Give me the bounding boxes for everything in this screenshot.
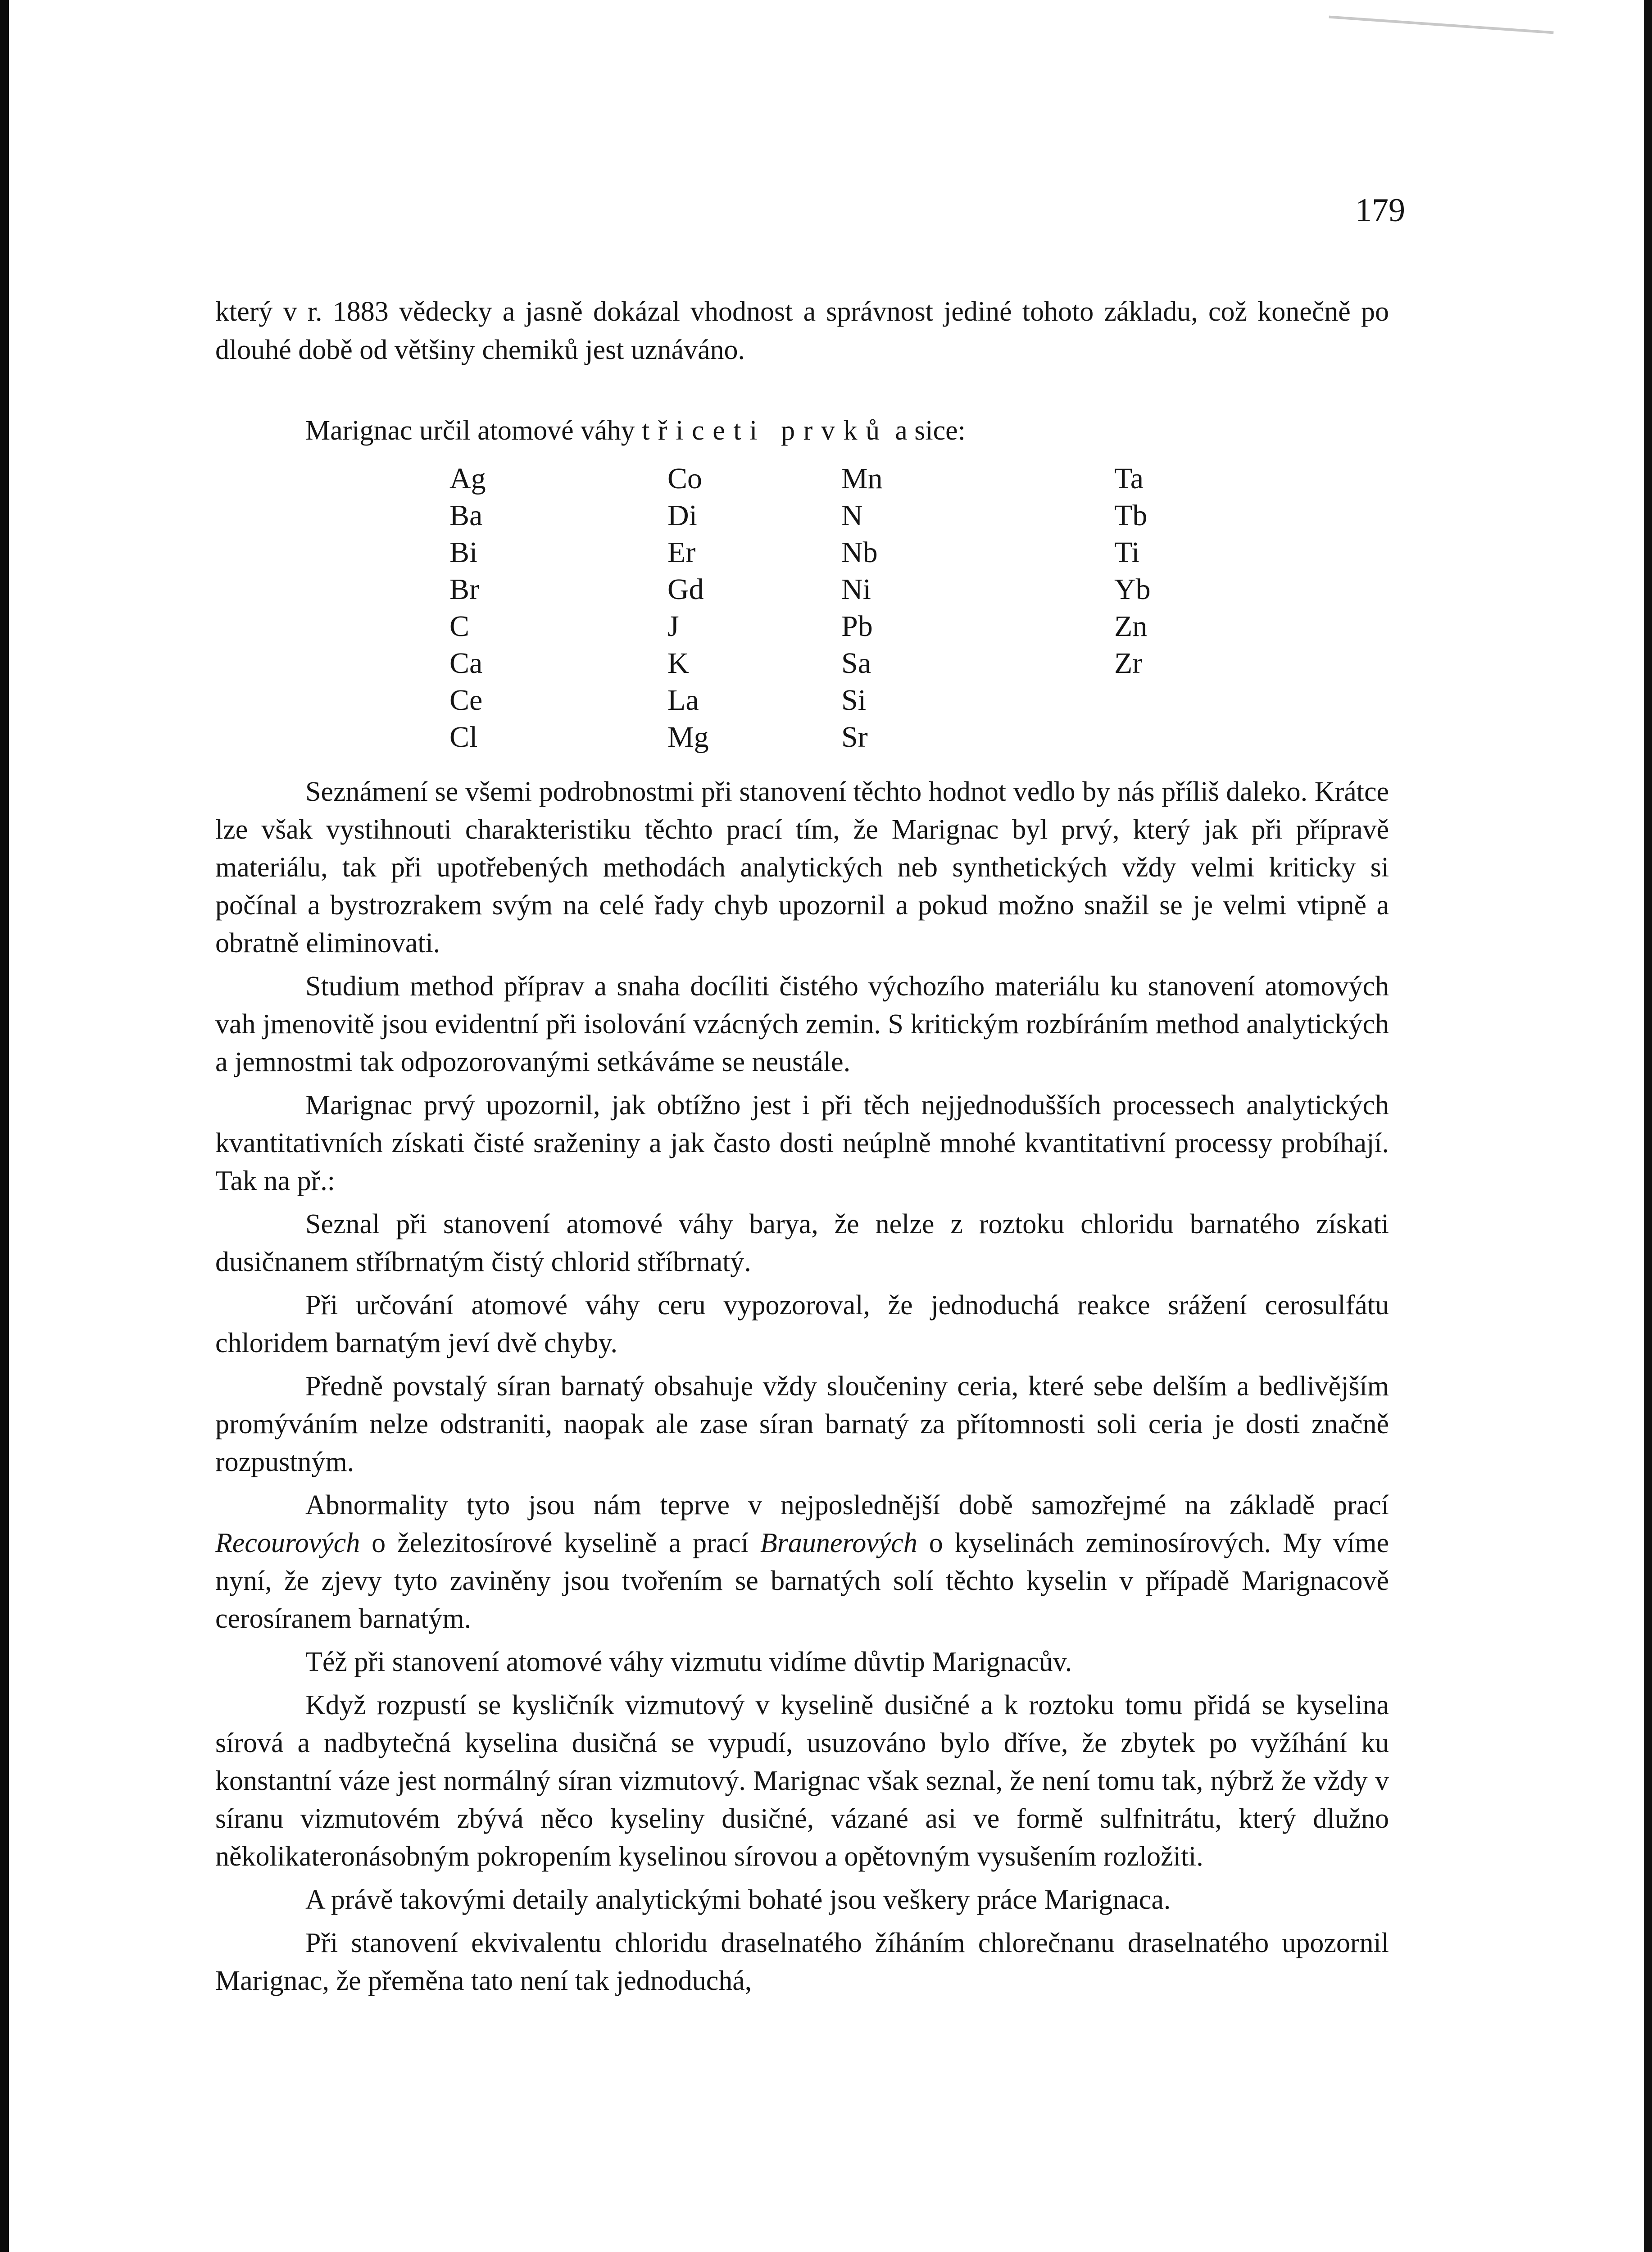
element-table <box>449 460 1215 776</box>
element-symbol: Zr <box>1114 647 1143 680</box>
element-symbol: Di <box>667 499 697 532</box>
element-symbol: Co <box>667 462 703 495</box>
intro-line <box>215 412 1389 450</box>
element-symbol: Ni <box>841 573 871 606</box>
element-list-intro <box>215 412 1389 450</box>
element-symbol: J <box>667 610 679 643</box>
element-symbol: Mg <box>667 721 709 754</box>
paragraph: Když rozpustí se kysličník vizmutový v kyselině dusičné a k roztoku tomu přidá se kyselina sírová a nadbytečná kyselina dusičná se vypudí, usuzováno bylo dříve, že zbytek po vyžíhání ku konstantní váze jest normálný síran vizmutový. Marignac však seznal, že není tomu tak, nýbrž že vždy v síranu vizmutovém zbývá něco kyseliny dusičné, vázané asi ve formě sulfnitrátu, který dlužno několikateronásobným pokropením kyselinou sírovou a opětovným vysušením rozložiti. <box>215 1690 1389 1872</box>
paragraph: Při určování atomové váhy ceru vypozoroval, že jednoduchá reakce srážení cerosulfátu chloridem barnatým jeví dvě chyby. <box>215 1290 1389 1358</box>
element-symbol: Ta <box>1114 462 1144 495</box>
element-symbol: Bi <box>449 536 478 569</box>
element-symbol: Pb <box>841 610 873 643</box>
scan-border-left <box>0 0 9 2252</box>
element-symbol: Ag <box>449 462 486 495</box>
element-symbol: Ce <box>449 684 483 717</box>
element-symbol: Gd <box>667 573 704 606</box>
element-column-1 <box>449 460 585 756</box>
intro-text-before: Marignac určil atomové váhy <box>305 415 642 446</box>
paragraph: Při stanovení ekvivalentu chloridu draselnatého žíháním chlorečnanu draselnatého upozornil Marignac, že přeměna tato není tak jednoduchá, <box>215 1928 1389 1996</box>
paragraph-text: o kyselinách zeminosírových. My víme nyní, že zjevy tyto zaviněny jsou tvořením se barnatých solí těchto kyselin v případě Marignacově cerosíranem barnatým. <box>215 1528 1389 1634</box>
element-symbol: Sa <box>841 647 871 680</box>
intro-text-spaced: třiceti prvků <box>642 415 888 446</box>
element-symbol: C <box>449 610 470 643</box>
element-symbol: Sr <box>841 721 868 754</box>
element-column-4 <box>1114 460 1249 682</box>
paragraph: Marignac prvý upozornil, jak obtížno jest i při těch nejjednodušších processech analytických kvantitativních získati čisté sraženiny a jak často dosti neúplně mnohé kvantitativní processy probíhají. Tak na př.: <box>215 1090 1389 1196</box>
element-symbol: Br <box>449 573 479 606</box>
paragraph: Předně povstalý síran barnatý obsahuje vždy sloučeniny ceria, které sebe delším a bedlivějším promýváním nelze odstraniti, naopak ale zase síran barnatý za přítomnosti soli ceria je dosti značně rozpustným. <box>215 1371 1389 1477</box>
author-name-italic: Braunerových <box>760 1528 917 1558</box>
paragraph: Též při stanovení atomové váhy vizmutu vidíme důvtip Marignacův. <box>305 1647 1072 1677</box>
element-symbol: Yb <box>1114 573 1151 606</box>
element-symbol: Nb <box>841 536 878 569</box>
element-symbol: Cl <box>449 721 478 754</box>
paragraph-text: Abnormality tyto jsou nám teprve v nejposlednější době samozřejmé na základě prací <box>305 1490 1389 1521</box>
paragraph: Seznal při stanovení atomové váhy barya, že nelze z roztoku chloridu barnatého získati dusičnanem stříbrnatým čistý chlorid stříbrnatý. <box>215 1209 1389 1277</box>
element-symbol: Si <box>841 684 867 717</box>
intro-text-after: a sice: <box>888 415 966 446</box>
element-symbol: Ti <box>1114 536 1140 569</box>
element-column-2 <box>667 460 803 756</box>
element-column-3 <box>841 460 976 756</box>
scan-artifact-mark <box>1329 16 1553 34</box>
page-number: 179 <box>1355 192 1405 229</box>
paragraph <box>215 1486 1389 1638</box>
element-symbol: Ca <box>449 647 483 680</box>
opening-paragraph-block <box>215 293 1389 369</box>
element-symbol: Tb <box>1114 499 1148 532</box>
body-text <box>215 773 1389 2005</box>
element-symbol: Zn <box>1114 610 1148 643</box>
paragraph-text: o železitosírové kyselině a prací <box>360 1528 760 1558</box>
element-symbol: Ba <box>449 499 483 532</box>
author-name-italic: Recourových <box>215 1528 360 1558</box>
element-symbol: N <box>841 499 863 532</box>
element-symbol: K <box>667 647 689 680</box>
scan-border-right <box>1644 0 1652 2252</box>
element-symbol: La <box>667 684 699 717</box>
paragraph: Seznámení se všemi podrobnostmi při stanovení těchto hodnot vedlo by nás příliš daleko. Krátce lze však vystihnouti charakteristiku těchto prací tím, že Marignac byl prvý, který jak při přípravě materiálu, tak při upotřebených methodách analytických neb synthetických vždy velmi kriticky si počínal a bystrozrakem svým na celé řady chyb upozornil a pokud možno snažil se je velmi vtipně a obratně eliminovati. <box>215 776 1389 958</box>
paragraph: A právě takovými detaily analytickými bohaté jsou veškery práce Marignaca. <box>305 1884 1171 1915</box>
opening-paragraph: který v r. 1883 vědecky a jasně dokázal vhodnost a správnost jediné tohoto základu, což konečně po dlouhé době od většiny chemiků jest uznáváno. <box>215 296 1389 365</box>
element-symbol: Mn <box>841 462 883 495</box>
element-symbol: Er <box>667 536 696 569</box>
paragraph: Studium method příprav a snaha docíliti čistého výchozího materiálu ku stanovení atomových vah jmenovitě jsou evidentní při isolování vzácných zemin. S kritickým rozbíráním method analytických a jemnostmi tak odpozorovanými setkáváme se neustále. <box>215 971 1389 1077</box>
